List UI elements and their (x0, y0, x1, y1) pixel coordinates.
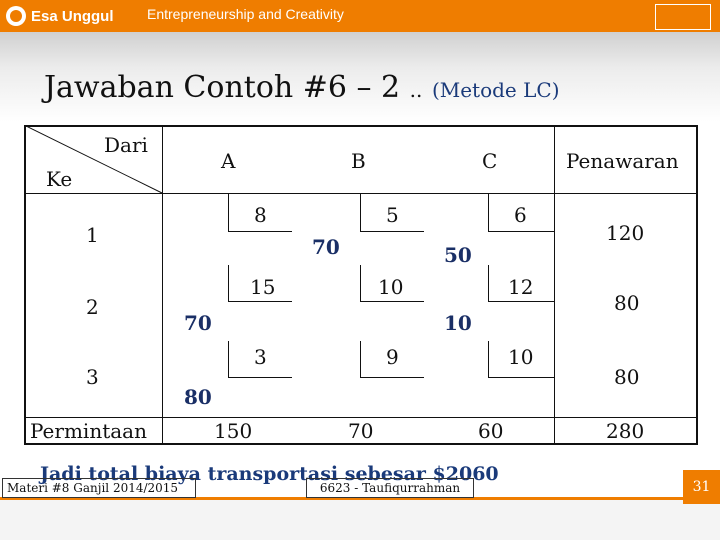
allocation-3-a: 80 (184, 385, 212, 409)
cost-box-line (488, 193, 489, 231)
logo-icon (6, 6, 26, 26)
cost-box-line (360, 231, 424, 232)
cost-3-b: 9 (386, 345, 399, 369)
corner-from-label: Dari (104, 133, 148, 157)
column-header-c: C (482, 149, 498, 173)
demand-c: 60 (478, 419, 504, 443)
supply-1: 120 (606, 221, 645, 245)
cost-box-line (488, 341, 489, 377)
cost-2-c: 12 (508, 275, 534, 299)
cost-box-line (228, 265, 229, 301)
demand-label: Permintaan (30, 419, 147, 443)
cost-box-line (360, 193, 361, 231)
cost-2-b: 10 (378, 275, 404, 299)
header-bar (0, 0, 720, 32)
table-col-line (554, 125, 555, 445)
row-label-2: 2 (86, 295, 99, 319)
cost-1-a: 8 (254, 203, 267, 227)
cost-box-line (488, 265, 489, 301)
cost-box-line (360, 377, 424, 378)
allocation-1-c: 50 (444, 243, 472, 267)
cost-box-line (228, 377, 292, 378)
allocation-2-a: 70 (184, 311, 212, 335)
cost-box-line (228, 193, 229, 231)
course-title: Entrepreneurship and Creativity (147, 6, 344, 22)
cost-box-line (228, 231, 292, 232)
row-label-3: 3 (86, 365, 99, 389)
cost-box-line (228, 301, 292, 302)
allocation-1-b: 70 (312, 235, 340, 259)
cost-1-c: 6 (514, 203, 527, 227)
footer-author: 6623 - Taufiqurrahman (306, 478, 474, 498)
corner-to-label: Ke (46, 167, 73, 191)
page-number: 31 (683, 470, 720, 504)
demand-b: 70 (348, 419, 374, 443)
cost-box-line (360, 265, 361, 301)
table-row-line (24, 417, 698, 418)
slide-title-dots: .. (409, 78, 423, 102)
cost-box-line (488, 377, 554, 378)
cost-box-line (488, 231, 554, 232)
footer-area (0, 497, 720, 540)
slide-title-main: Jawaban Contoh #6 – 2 (44, 70, 401, 105)
cost-1-b: 5 (386, 203, 399, 227)
supply-2: 80 (614, 291, 640, 315)
cost-box-line (360, 341, 361, 377)
cost-3-a: 3 (254, 345, 267, 369)
total: 280 (606, 419, 645, 443)
slide-title-method: (Metode LC) (431, 78, 560, 102)
cost-2-a: 15 (250, 275, 276, 299)
column-header-a: A (221, 149, 236, 173)
cost-box-line (360, 301, 424, 302)
transport-table (24, 125, 698, 445)
cost-3-c: 10 (508, 345, 534, 369)
demand-a: 150 (214, 419, 253, 443)
result-text: Jadi total biaya transportasi sebesar $2060 (40, 463, 499, 485)
logo-text: Esa Unggul (31, 7, 114, 25)
column-header-b: B (351, 149, 366, 173)
header-decoration-box (655, 4, 711, 30)
column-header-supply: Penawaran (566, 149, 679, 173)
slide-title (44, 70, 560, 105)
cost-box-line (488, 301, 554, 302)
footer-course-info: Materi #8 Ganjil 2014/2015 (2, 478, 196, 498)
cost-box-line (228, 341, 229, 377)
table-border-right (696, 125, 698, 445)
university-logo (6, 4, 114, 28)
table-border-bottom (24, 443, 698, 445)
allocation-2-c: 10 (444, 311, 472, 335)
supply-3: 80 (614, 365, 640, 389)
row-label-1: 1 (86, 223, 99, 247)
